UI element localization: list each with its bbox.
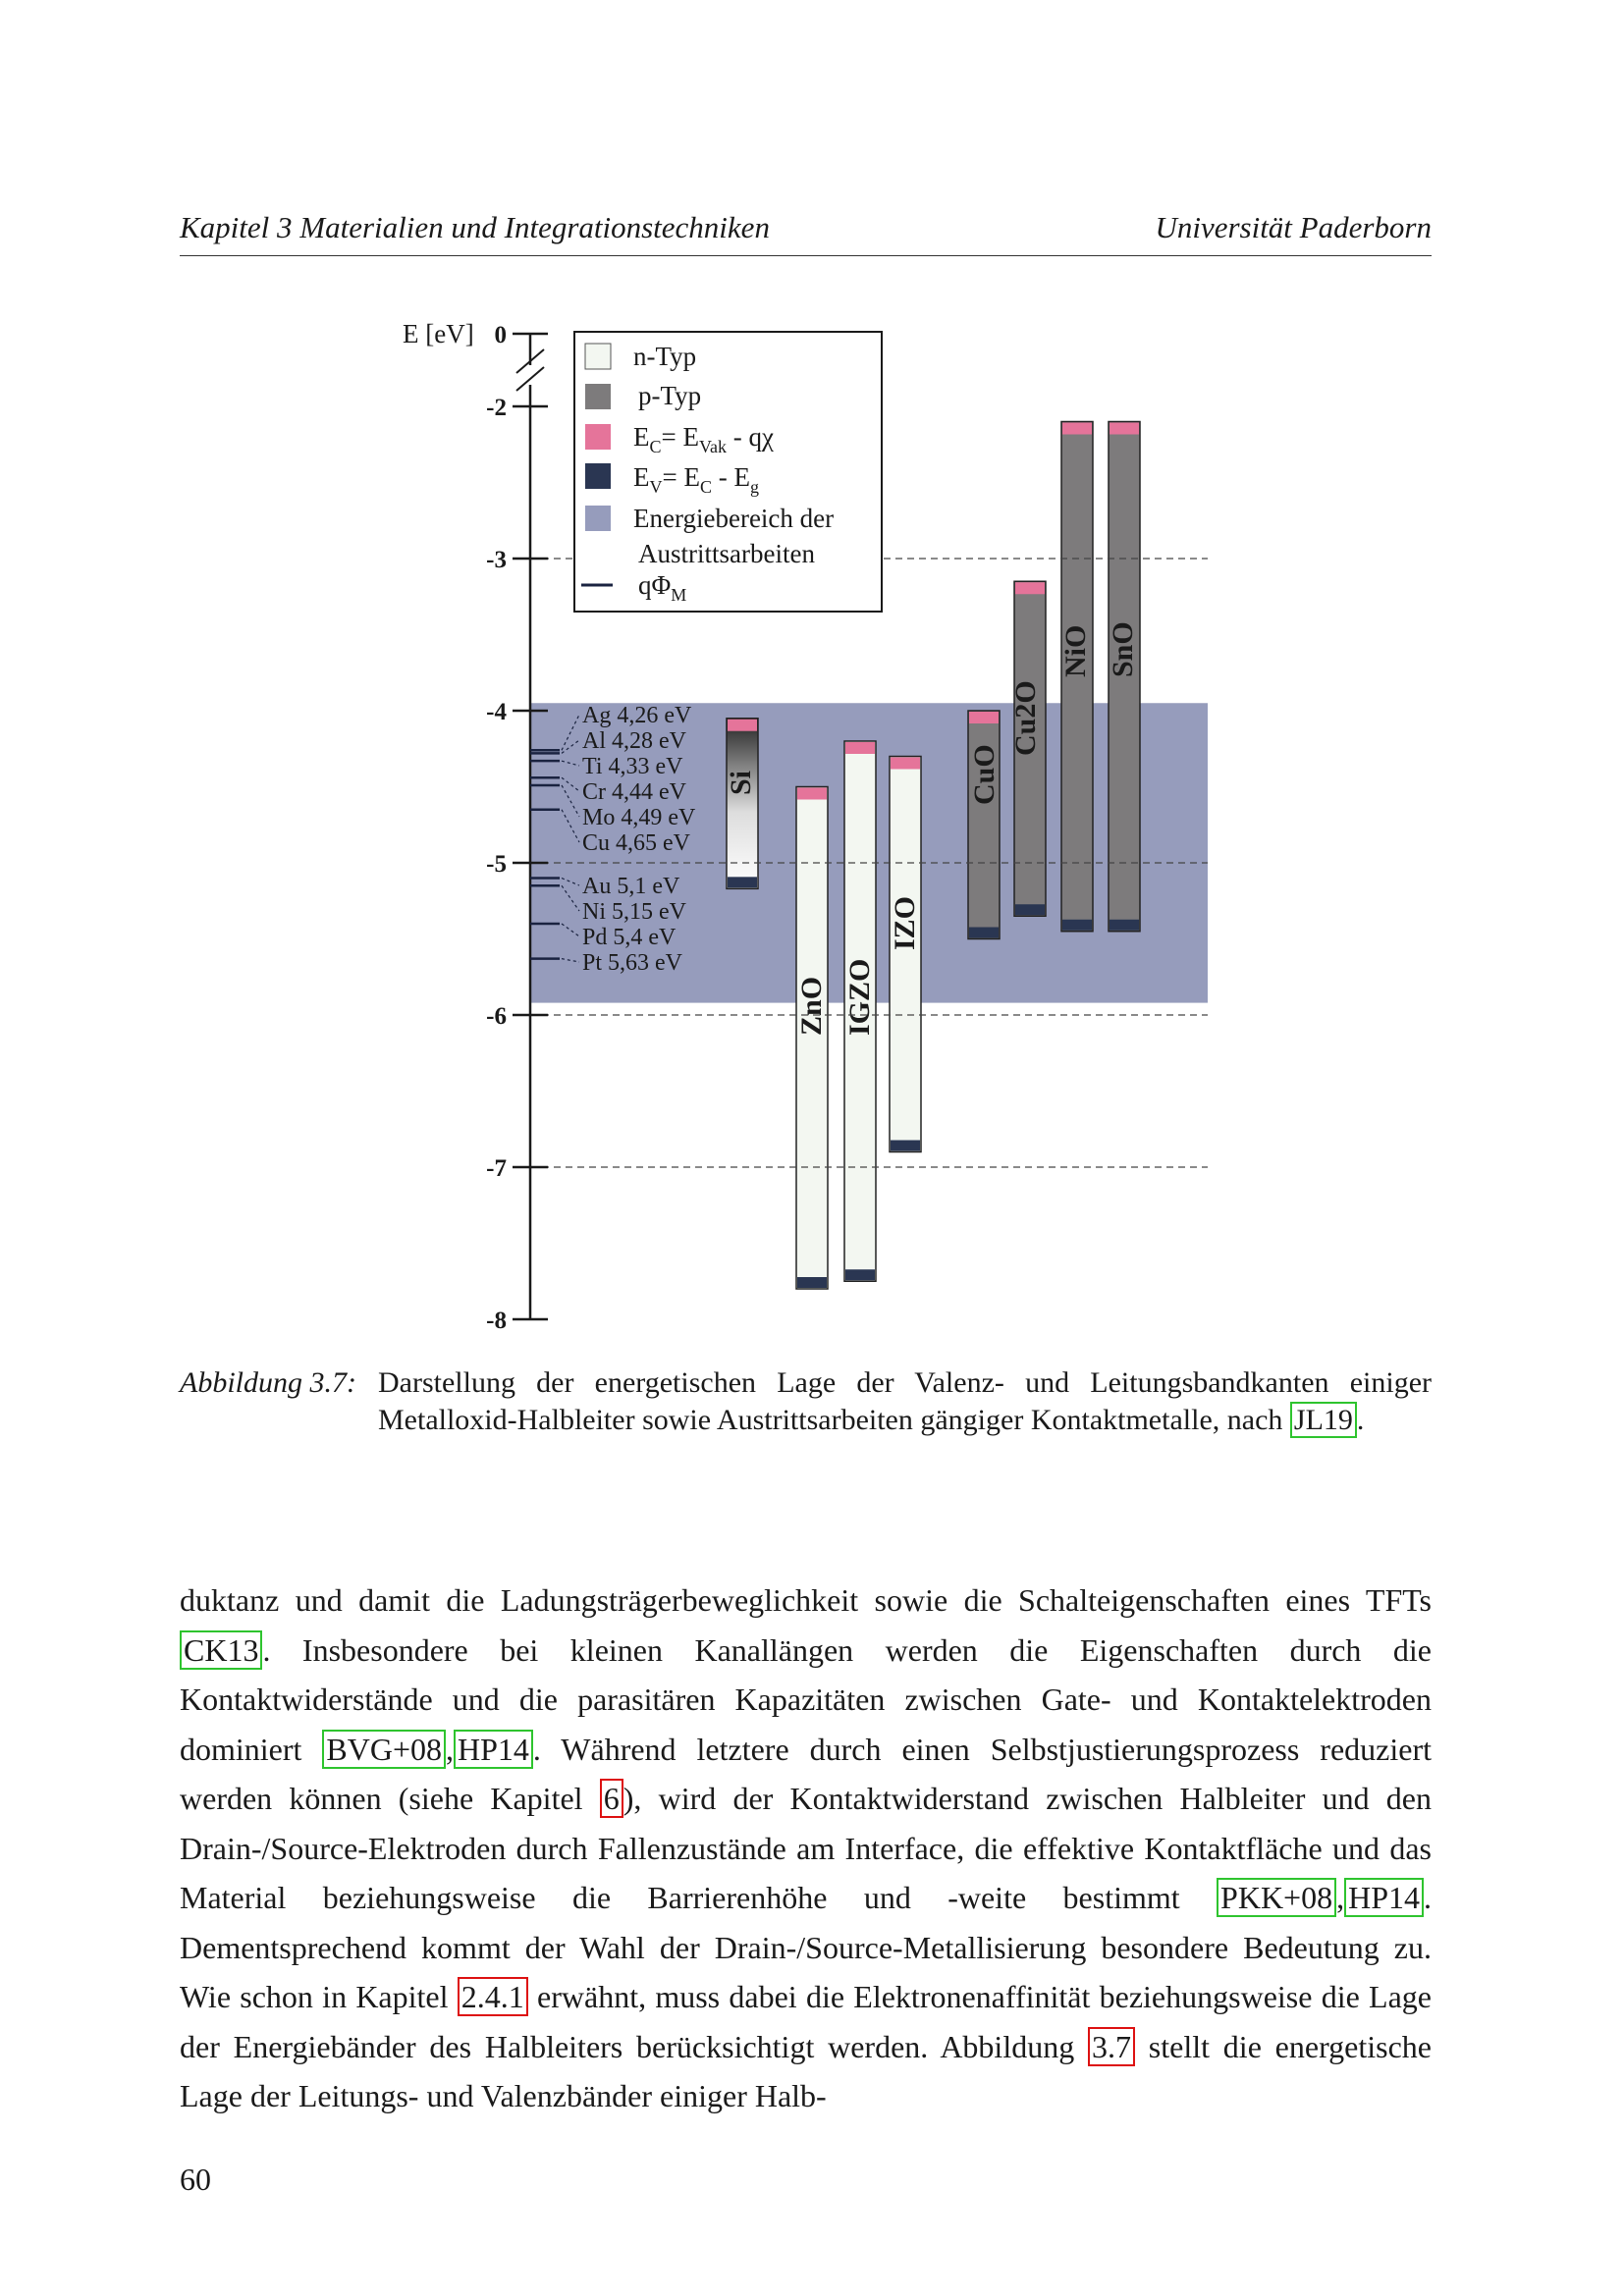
bar-si-conduction-cap	[728, 720, 757, 731]
y-tick-label-6: -7	[486, 1155, 507, 1182]
legend-swatch-n-type	[585, 344, 611, 369]
bar-label-cu2o: Cu2O	[1009, 680, 1042, 756]
legend-swatch-valence-band	[585, 463, 611, 489]
bar-igzo-conduction-cap	[845, 742, 875, 754]
bar-nio-conduction-cap	[1062, 423, 1092, 435]
metal-label-3: Cr 4,44 eV	[582, 779, 686, 805]
legend-swatch-conduction-band	[585, 424, 611, 450]
y-axis-label: E [eV]	[403, 319, 474, 348]
caption-text: Darstellung der energetischen Lage der Valenz- und Leitungsbandkanten einiger Metalloxid-Halbleiter sowie Austrittsarbeiten gängiger Kontaktmetalle, nach JL19 .	[378, 1366, 1432, 1436]
bar-label-sno: SnO	[1107, 621, 1139, 677]
bar-cu2o-conduction-cap	[1015, 582, 1045, 594]
bar-zno-conduction-cap	[797, 788, 827, 800]
citation-jl19[interactable]: JL19	[1290, 1402, 1357, 1438]
bar-izo	[890, 757, 921, 1152]
y-tick-label-7: -8	[486, 1308, 507, 1334]
bar-cuo-conduction-cap	[969, 712, 999, 723]
bar-sno-conduction-cap	[1110, 423, 1139, 435]
legend-label-n-type: n-Typ	[633, 342, 697, 371]
bar-cuo-valence-cap	[969, 928, 999, 938]
legend-label-p-type: p-Typ	[638, 381, 702, 410]
page-number: 60	[180, 2162, 211, 2197]
legend-swatch-workfunction-range	[585, 506, 611, 531]
y-tick-label-2: -3	[486, 547, 507, 573]
body-paragraph: duktanz und damit die Ladungsträgerbeweglichkeit sowie die Schalteigenschaften eines TFTs CK13 . Insbesondere bei kleinen Kanallängen werden die Eigenschaften durch die Kontaktwiderstände und die parasitären Kapazitäten zwischen Gate- und Kontaktelektroden dominiert BVG+08 , HP14 . Während letztere durch einen Selbstjustierungsprozess reduziert werden können (siehe Kapitel 6 ), wird der Kontaktwiderstand zwischen Halbleiter und den Drain-/Source-Elektroden durch Fallenzustände am Interface, die effektive Kontaktfläche und das Material beziehungsweise die Barrierenhöhe und -weite bestimmt PKK+08 , HP14 . Dementsprechend kommt der Wahl der Drain-/Source-Metallisierung besondere Bedeutung zu. Wie schon in Kapitel 2.4.1 erwähnt, muss dabei die Elektronenaffinität beziehungsweise die Lage der Energiebänder des Halbleiters berücksichtigt werden. Abbildung 3.7 stellt die energetische Lage der Leitungs- und Valenzbänder einiger Halb-	[180, 1582, 1433, 2113]
institution-name: Universität Paderborn	[1155, 210, 1432, 244]
ref-figure-3-7[interactable]: 3.7	[1088, 2027, 1135, 2066]
legend-swatch-p-type	[585, 384, 611, 409]
bar-zno	[796, 787, 828, 1290]
metal-label-8: Pd 5,4 eV	[582, 925, 677, 950]
metal-label-6: Au 5,1 eV	[582, 874, 680, 899]
bar-label-zno: ZnO	[795, 976, 828, 1036]
citation-hp14-2[interactable]: HP14	[1344, 1878, 1424, 1917]
bar-label-izo: IZO	[889, 895, 921, 950]
metal-label-1: Al 4,28 eV	[582, 728, 686, 754]
y-tick-label-0: 0	[494, 322, 507, 348]
metal-label-2: Ti 4,33 eV	[582, 754, 683, 779]
bar-label-igzo: IGZO	[843, 958, 876, 1036]
ref-chapter-6[interactable]: 6	[600, 1779, 623, 1818]
metal-label-9: Pt 5,63 eV	[582, 950, 682, 976]
citation-hp14[interactable]: HP14	[454, 1730, 533, 1769]
figure-caption	[180, 1364, 1432, 1439]
bar-label-nio: NiO	[1059, 624, 1092, 677]
y-tick-label-3: -4	[486, 699, 507, 725]
legend-label-workfunction-range-2: Austrittsarbeiten	[638, 539, 815, 568]
metal-label-4: Mo 4,49 eV	[582, 805, 696, 830]
legend-label-metal-workfunction: $q\Phi_M$	[638, 570, 687, 605]
metal-label-5: Cu 4,65 eV	[582, 830, 690, 856]
bar-zno-valence-cap	[797, 1277, 827, 1288]
bar-si-valence-cap	[728, 877, 757, 887]
bar-izo-valence-cap	[891, 1141, 920, 1151]
bar-label-si: Si	[725, 770, 757, 795]
caption-label: Abbildung 3.7:	[180, 1366, 356, 1399]
metal-label-7: Ni 5,15 eV	[582, 899, 686, 925]
y-tick-label-1: -2	[486, 395, 507, 421]
bar-sno-valence-cap	[1110, 920, 1139, 931]
bar-cu2o-valence-cap	[1015, 904, 1045, 915]
citation-ck13[interactable]: CK13	[180, 1630, 262, 1670]
citation-pkk08[interactable]: PKK+08	[1217, 1878, 1336, 1917]
citation-bvg08[interactable]: BVG+08	[322, 1730, 446, 1769]
chapter-title: Kapitel 3 Materialien und Integrationstechniken	[180, 210, 770, 244]
metal-label-0: Ag 4,26 eV	[582, 703, 692, 728]
bar-izo-conduction-cap	[891, 758, 920, 770]
legend-label-workfunction-range-1: Energiebereich der	[633, 504, 835, 533]
bar-nio-valence-cap	[1062, 920, 1092, 931]
bar-igzo-valence-cap	[845, 1269, 875, 1280]
legend-label-conduction-band: $E_C= E_{Vak} - q\chi$	[633, 422, 774, 456]
y-tick-label-4: -5	[486, 851, 507, 878]
y-tick-label-5: -6	[486, 1003, 507, 1030]
bar-label-cuo: CuO	[968, 744, 1001, 805]
legend-label-valence-band: $E_V= E_C - E_g$	[633, 462, 759, 497]
ref-chapter-2-4-1[interactable]: 2.4.1	[458, 1977, 528, 2016]
